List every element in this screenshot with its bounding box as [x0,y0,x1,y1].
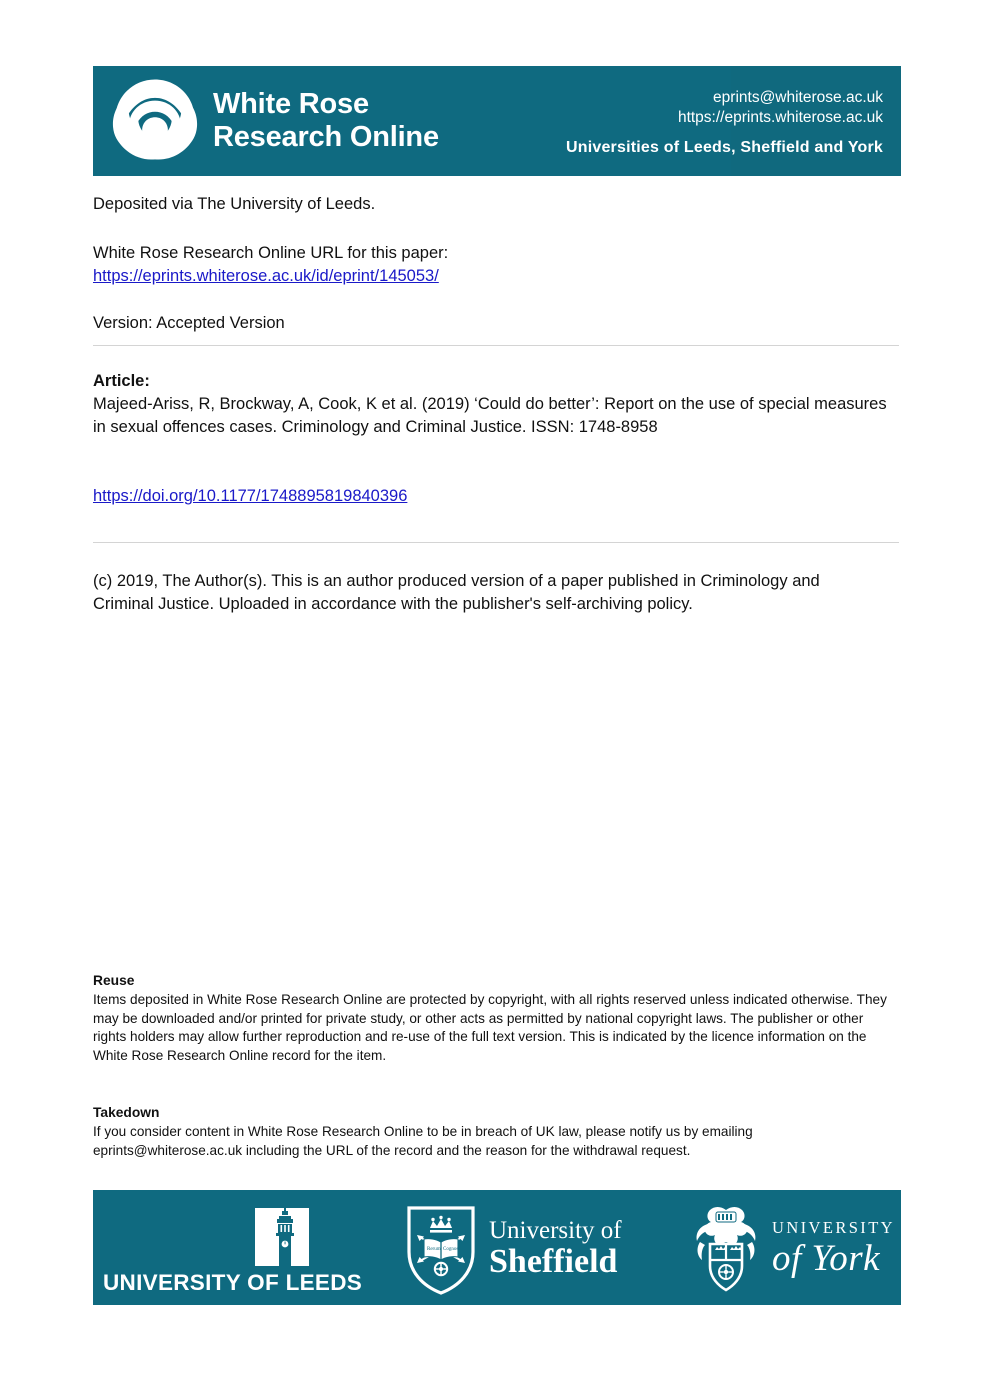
article-block [93,370,901,439]
sheffield-shield-icon [403,1204,479,1296]
leeds-tower-icon [255,1208,309,1266]
svg-text:Cognos: Cognos [443,1247,459,1252]
footer-logo-row [93,1190,901,1305]
university-of-york-logo [686,1204,894,1296]
sheffield-wordmark [489,1217,622,1280]
svg-text:Rerum: Rerum [427,1247,441,1252]
wordmark-line-1: White Rose [213,88,369,120]
wordmark-line-2: Research Online [213,121,439,153]
deposited-statement [93,193,901,216]
header-universities: Universities of Leeds, Sheffield and York [565,139,883,156]
version-statement [93,312,901,335]
doi-block [93,485,901,508]
sheffield-wordmark-line-1: University of [489,1217,622,1244]
university-of-sheffield-logo [403,1204,643,1296]
takedown-body: If you consider content in White Rose Research Online to be in breach of UK law, please notify us by emailing eprints@whiterose.ac.uk including the URL of the record and the reason for the withdrawal request. [93,1124,753,1158]
copyright-text: (c) 2019, The Author(s). This is an author produced version of a paper published in Criminology and Criminal Justice. Uploaded in accordance with the publisher's self-archiving policy. [93,572,820,613]
york-wordmark-line-2: of York [772,1238,881,1279]
version-text: Version: Accepted Version [93,314,285,332]
deposited-text: Deposited via The University of Leeds. [93,195,376,213]
divider-top [93,345,899,346]
wrro-url-label: White Rose Research Online URL for this paper: [93,244,449,262]
header-url: https://eprints.whiterose.ac.uk [677,109,883,126]
copyright-block [93,570,883,616]
header-banner [93,66,901,176]
reuse-section [93,972,898,1065]
footer-banner [93,1190,901,1305]
article-heading: Article: [93,372,150,390]
header-contact-block [566,88,883,157]
takedown-section [93,1104,898,1160]
divider-bottom [93,542,899,543]
wrro-url-block [93,242,901,288]
doi-link[interactable]: https://doi.org/10.1177/1748895819840396 [93,487,408,505]
white-rose-logo-icon [109,74,201,166]
leeds-wordmark: UNIVERSITY OF LEEDS [103,1270,363,1295]
york-crest-icon [686,1204,766,1296]
york-wordmark-line-1: UNIVERSITY [772,1218,895,1237]
university-of-leeds-logo [103,1208,365,1298]
article-citation: Majeed-Ariss, R, Brockway, A, Cook, K et al. (2019) ‘Could do better’: Report on the use of special measures in sexual offences cases. Criminology and Criminal Justice. ISSN: 1748-8958 [93,395,887,436]
york-wordmark [772,1218,895,1279]
reuse-body: Items deposited in White Rose Research Online are protected by copyright, with all rights reserved unless indicated otherwise. They may be downloaded and/or printed for private study, or other acts as permitted by national copyright laws. The publisher or other rights holders may allow further reproduction and re-use of the full text version. This is indicated by the licence information on the White Rose Research Online record for the item. [93,992,887,1063]
header-email: eprints@whiterose.ac.uk [713,89,883,106]
white-rose-wordmark [213,88,439,154]
wrro-url-link[interactable]: https://eprints.whiterose.ac.uk/id/eprint/145053/ [93,267,439,285]
reuse-heading: Reuse [93,973,135,988]
takedown-heading: Takedown [93,1105,160,1120]
leeds-parkinson-tower-icon [255,1208,309,1266]
sheffield-wordmark-line-2: Sheffield [489,1243,618,1280]
